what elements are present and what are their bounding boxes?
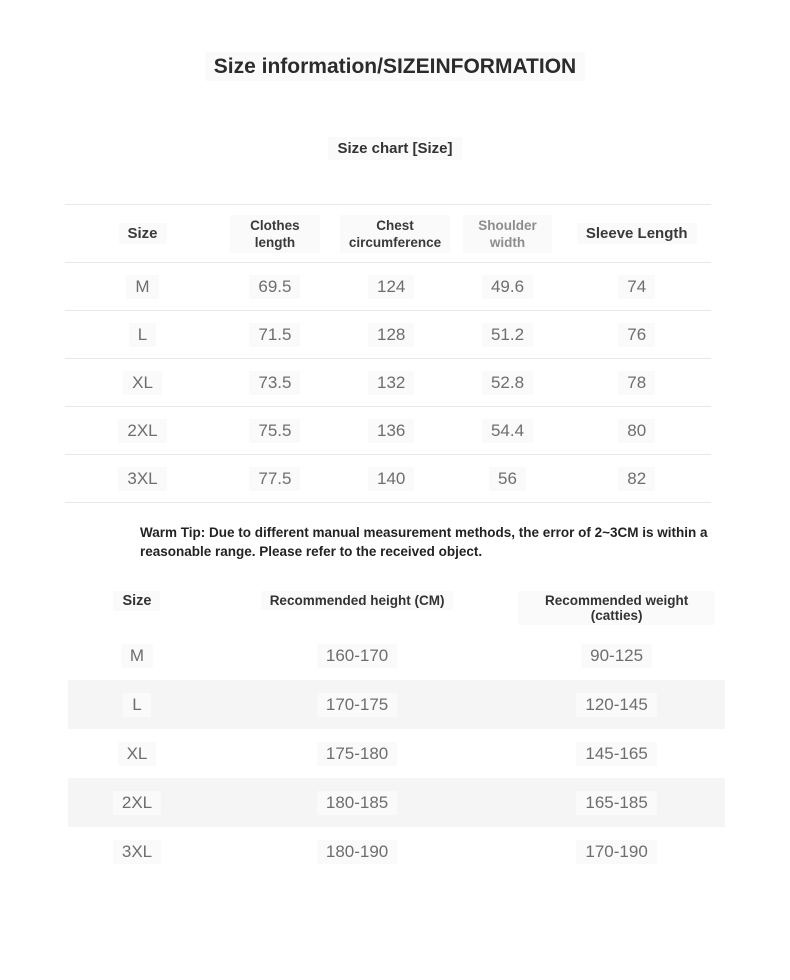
cell-size <box>68 778 206 827</box>
section-title <box>0 137 790 160</box>
header-label: Recommended height (CM) <box>261 591 454 610</box>
cell-size <box>65 263 220 311</box>
cell-weight <box>508 631 725 680</box>
cell-height <box>206 729 508 778</box>
cell-size <box>65 311 220 359</box>
cell-value: 145-165 <box>576 742 656 766</box>
header-label: Clothes length <box>230 215 320 253</box>
fit-chart-table <box>68 585 725 876</box>
fit-chart-header-row <box>68 585 725 631</box>
cell-value: XL <box>118 742 157 766</box>
cell-shoulder-width <box>453 407 563 455</box>
cell-clothes-length <box>220 407 330 455</box>
header-label: Recommended weight (catties) <box>518 591 715 625</box>
cell-weight <box>508 827 725 876</box>
cell-shoulder-width <box>453 263 563 311</box>
cell-chest-circumference <box>330 311 453 359</box>
page-title <box>0 52 790 81</box>
cell-shoulder-width <box>453 311 563 359</box>
column-header-sleeve-length <box>562 205 711 263</box>
column-header-clothes-length <box>220 205 330 263</box>
cell-value: 3XL <box>118 467 166 491</box>
cell-clothes-length <box>220 359 330 407</box>
cell-weight <box>508 680 725 729</box>
cell-shoulder-width <box>453 359 563 407</box>
page-title-label: Size information/SIZEINFORMATION <box>205 52 585 81</box>
cell-value: 74 <box>618 275 655 299</box>
cell-height <box>206 680 508 729</box>
header-label: Sleeve Length <box>577 223 697 244</box>
fit-chart-header <box>68 585 725 631</box>
cell-value: 78 <box>618 371 655 395</box>
cell-size <box>68 680 206 729</box>
column-header-chest-circumference <box>330 205 453 263</box>
cell-value: 128 <box>368 323 414 347</box>
header-label: Size <box>119 223 167 244</box>
cell-value: 90-125 <box>581 644 652 668</box>
fit-row-2xl <box>68 778 725 827</box>
cell-value: L <box>123 693 150 717</box>
cell-value: 120-145 <box>576 693 656 717</box>
section-title-label: Size chart [Size] <box>328 137 461 160</box>
cell-value: 82 <box>618 467 655 491</box>
cell-value: 77.5 <box>249 467 300 491</box>
header-label: Shoulder width <box>463 215 553 253</box>
cell-value: XL <box>123 371 162 395</box>
cell-height <box>206 778 508 827</box>
cell-value: 2XL <box>113 791 161 815</box>
cell-size <box>68 631 206 680</box>
cell-value: M <box>121 644 153 668</box>
cell-value: 80 <box>618 419 655 443</box>
cell-value: 52.8 <box>482 371 533 395</box>
cell-value: 49.6 <box>482 275 533 299</box>
warm-tip-text: Warm Tip: Due to different manual measurement methods, the error of 2~3CM is within a reasonable range. Please refer to the received object. <box>140 525 708 559</box>
cell-size <box>68 729 206 778</box>
row-2xl <box>65 407 711 455</box>
column-header-size <box>65 205 220 263</box>
cell-sleeve-length <box>562 359 711 407</box>
column-header-recommended-weight <box>508 585 725 631</box>
cell-value: 71.5 <box>249 323 300 347</box>
fit-chart-body <box>68 631 725 876</box>
column-header-recommended-height <box>206 585 508 631</box>
cell-value: 180-190 <box>317 840 397 864</box>
cell-value: 180-185 <box>317 791 397 815</box>
cell-value: 140 <box>368 467 414 491</box>
cell-value: 76 <box>618 323 655 347</box>
cell-size <box>65 359 220 407</box>
cell-chest-circumference <box>330 263 453 311</box>
cell-value: 69.5 <box>249 275 300 299</box>
cell-clothes-length <box>220 263 330 311</box>
cell-value: L <box>129 323 156 347</box>
cell-value: 170-175 <box>317 693 397 717</box>
cell-chest-circumference <box>330 455 453 503</box>
size-chart-table <box>65 204 711 503</box>
row-xl <box>65 359 711 407</box>
column-header-size <box>68 585 206 631</box>
cell-value: M <box>126 275 158 299</box>
size-chart-header <box>65 205 711 263</box>
cell-value: 56 <box>489 467 526 491</box>
cell-chest-circumference <box>330 359 453 407</box>
cell-sleeve-length <box>562 455 711 503</box>
cell-value: 124 <box>368 275 414 299</box>
cell-height <box>206 827 508 876</box>
size-chart-header-row <box>65 205 711 263</box>
cell-value: 73.5 <box>249 371 300 395</box>
cell-size <box>65 455 220 503</box>
cell-value: 170-190 <box>576 840 656 864</box>
header-label: Size <box>113 591 160 611</box>
cell-size <box>68 827 206 876</box>
cell-value: 132 <box>368 371 414 395</box>
cell-sleeve-length <box>562 407 711 455</box>
fit-row-m <box>68 631 725 680</box>
cell-sleeve-length <box>562 263 711 311</box>
row-m <box>65 263 711 311</box>
cell-value: 54.4 <box>482 419 533 443</box>
cell-value: 165-185 <box>576 791 656 815</box>
cell-clothes-length <box>220 455 330 503</box>
size-chart-body <box>65 263 711 503</box>
cell-value: 2XL <box>118 419 166 443</box>
cell-value: 3XL <box>113 840 161 864</box>
cell-chest-circumference <box>330 407 453 455</box>
fit-row-xl <box>68 729 725 778</box>
cell-size <box>65 407 220 455</box>
cell-shoulder-width <box>453 455 563 503</box>
cell-height <box>206 631 508 680</box>
cell-value: 51.2 <box>482 323 533 347</box>
header-label: Chest circumference <box>340 215 450 253</box>
cell-clothes-length <box>220 311 330 359</box>
column-header-shoulder-width <box>453 205 563 263</box>
cell-sleeve-length <box>562 311 711 359</box>
row-l <box>65 311 711 359</box>
cell-weight <box>508 729 725 778</box>
cell-value: 136 <box>368 419 414 443</box>
cell-value: 175-180 <box>317 742 397 766</box>
fit-row-3xl <box>68 827 725 876</box>
cell-value: 75.5 <box>249 419 300 443</box>
fit-row-l <box>68 680 725 729</box>
size-info-page <box>0 52 790 876</box>
cell-weight <box>508 778 725 827</box>
cell-value: 160-170 <box>317 644 397 668</box>
row-3xl <box>65 455 711 503</box>
